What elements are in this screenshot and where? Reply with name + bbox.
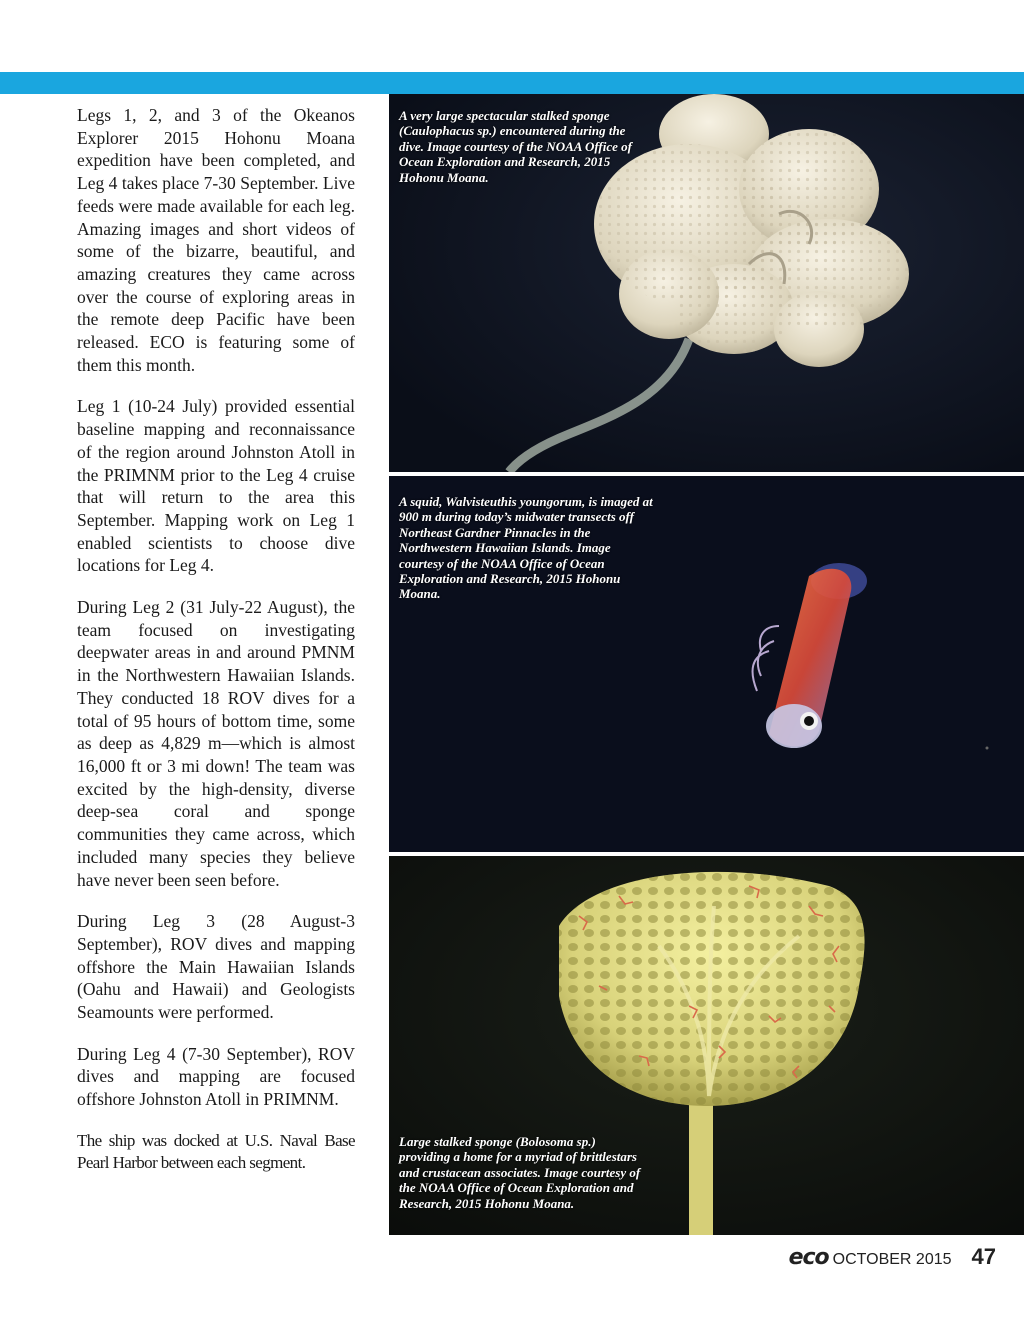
article-paragraph-3: During Leg 2 (31 July-22 August), the team focused on investigating deepwater areas in and around PMNM in the Northwestern Hawaiian Islands. They conducted 18 ROV dives for a total of 95 hours of bottom time, some as deep as 4,829 m—which is almost 16,000 ft or 3 mi down! The team was excited by the high-density, diverse deep-sea coral and sponge communities they came across, which included many species they believe have never been seen before. <box>77 597 355 890</box>
page-footer <box>789 1244 996 1274</box>
photo-caulophacus-sponge <box>389 94 1024 472</box>
magazine-logo: eco <box>788 1245 829 1270</box>
photo-caption-2: A squid, Walvisteuthis youngorum, is imaged at 900 m during today’s midwater transects off Northeast Gardner Pinnacles in the Northwestern Hawaiian Islands. Image courtesy of the NOAA Office of Ocean Exploration and Research, 2015 Hohonu Moana. <box>399 494 653 602</box>
article-body <box>77 104 355 1193</box>
photo-bolosoma-sponge <box>389 856 1024 1235</box>
photo-caption-1: A very large spectacular stalked sponge (Caulophacus sp.) encountered during the dive. Image courtesy of the NOAA Office of Ocean Exploration and Research, 2015 Hohonu Moana. <box>399 108 632 185</box>
photo-squid <box>389 476 1024 852</box>
article-paragraph-5: During Leg 4 (7-30 September), ROV dives and mapping are focused offshore Johnston Atoll in PRIMNM. <box>77 1043 355 1110</box>
page-number: 47 <box>971 1244 996 1269</box>
issue-date: OCTOBER 2015 <box>832 1251 952 1268</box>
article-paragraph-4: During Leg 3 (28 August-3 September), ROV dives and mapping offshore the Main Hawaiian Islands (Oahu and Hawaii) and Geologists Seamounts were performed. <box>77 911 355 1023</box>
top-accent-bar <box>0 72 1024 94</box>
photo-caption-3: Large stalked sponge (Bolosoma sp.) providing a home for a myriad of brittlestars and crustacean associates. Image courtesy of the NOAA Office of Ocean Exploration and Research, 2015 Hohonu Moana. <box>399 1134 641 1211</box>
article-paragraph-6: The ship was docked at U.S. Naval Base Pearl Harbor between each segment. <box>77 1130 355 1172</box>
article-paragraph-1: Legs 1, 2, and 3 of the Okeanos Explorer 2015 Hohonu Moana expedition have been completed, and Leg 4 takes place 7-30 September. Live feeds were made available for each leg. Amazing images and short videos of some of the bizarre, beautiful, and amazing creatures they came across over the course of exploring areas in the remote deep Pacific have been released. ECO is featuring some of them this month. <box>77 105 355 375</box>
article-paragraph-2: Leg 1 (10-24 July) provided essential baseline mapping and reconnaissance of the region around Johnston Atoll in the PRIMNM prior to the Leg 4 cruise that will return to the area this September. Mapping work on Leg 1 enabled scientists to choose dive locations for Leg 4. <box>77 396 355 576</box>
